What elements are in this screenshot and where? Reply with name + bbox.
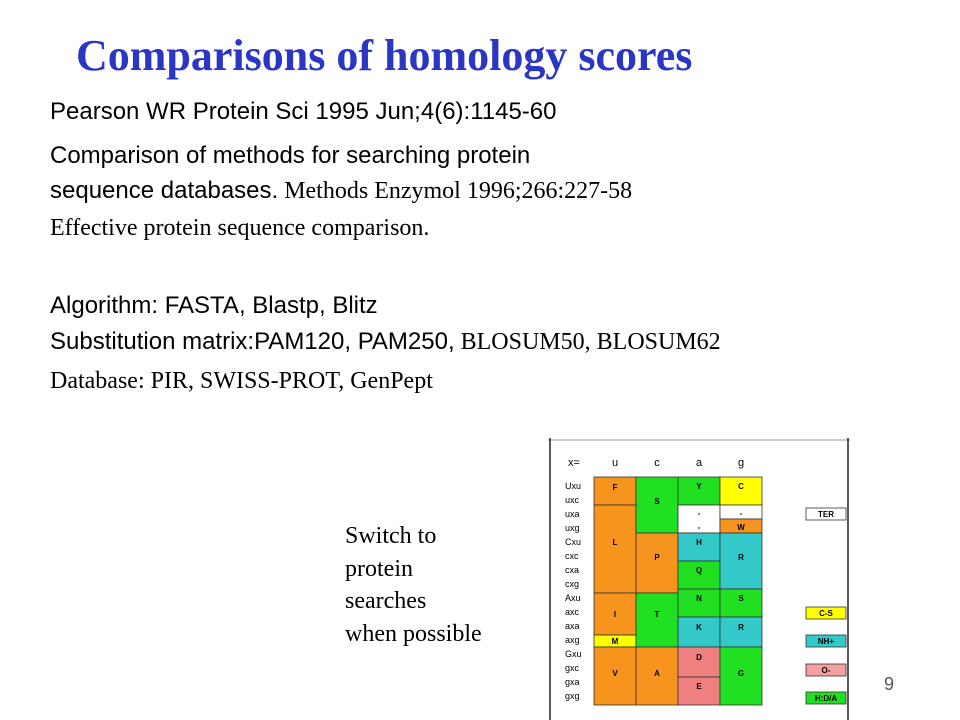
codon-label: Axu <box>565 593 581 603</box>
amino-acid-label: H <box>696 538 702 547</box>
amino-acid-label: T <box>654 610 660 619</box>
amino-acid-label: K <box>696 623 702 632</box>
amino-acid-label: F <box>612 483 618 492</box>
amino-acid-label: G <box>737 669 745 678</box>
codon-label: cxc <box>565 551 579 561</box>
cell-d <box>678 647 720 677</box>
legend-label: NH+ <box>817 637 835 646</box>
codon-label: Gxu <box>565 649 582 659</box>
codon-label: uxg <box>565 523 580 533</box>
slide-title: Comparisons of homology scores <box>76 31 693 80</box>
amino-acid-label: R <box>738 623 744 632</box>
amino-acid-label: W <box>737 523 745 532</box>
amino-acid-label: A <box>654 669 660 678</box>
codon-label: gxa <box>565 677 580 687</box>
reference-line-3-title: sequence databases. <box>50 177 279 204</box>
cell-p <box>636 533 678 593</box>
amino-acid-label: N <box>696 594 702 603</box>
codon-label: cxa <box>565 565 580 575</box>
codon-label: axg <box>565 635 580 645</box>
codon-label: axa <box>565 621 580 631</box>
page-number: 9 <box>884 674 895 694</box>
amino-acid-label: - <box>739 509 743 518</box>
amino-acid-label: E <box>696 682 702 691</box>
side-note-line: Switch to <box>345 523 437 549</box>
amino-acid-label: S <box>738 594 744 603</box>
side-note-line: protein <box>345 555 413 582</box>
codon-label: Cxu <box>565 537 582 547</box>
codon-label: gxc <box>565 663 580 673</box>
header-base: c <box>654 457 660 469</box>
amino-acid-label: L <box>612 538 618 547</box>
amino-acid-label: M <box>611 637 619 646</box>
algorithm-line: Algorithm: FASTA, Blastp, Blitz <box>50 292 378 319</box>
amino-acid-label: V <box>612 669 618 678</box>
header-label: x= <box>568 457 580 469</box>
reference-line-4: Effective protein sequence comparison. <box>50 215 430 241</box>
amino-acid-label: P <box>654 553 660 562</box>
reference-line-2: Comparison of methods for searching protein <box>50 142 531 169</box>
legend-label: TER <box>818 510 834 519</box>
amino-acid-label: C <box>738 482 744 491</box>
header-base: a <box>695 457 703 469</box>
codon-label: uxa <box>565 509 580 519</box>
cell-t <box>636 593 678 647</box>
codon-label: cxg <box>565 579 580 589</box>
database-line: Database: PIR, SWISS-PROT, GenPept <box>50 368 433 394</box>
amino-acid-label: S <box>654 497 660 506</box>
matrix-line-pam: Substitution matrix:PAM120, PAM250, <box>50 328 455 355</box>
reference-line-1: Pearson WR Protein Sci 1995 Jun;4(6):1145-60 <box>50 98 557 125</box>
cell-k <box>678 617 720 647</box>
reference-line-3-citation: Methods Enzymol 1996;266:227-58 <box>284 178 633 204</box>
side-note-line: when possible <box>345 620 482 647</box>
amino-acid-label: R <box>738 553 744 562</box>
matrix-line-blosum: BLOSUM50, BLOSUM62 <box>460 329 721 355</box>
cell-r2 <box>720 617 762 647</box>
amino-acid-label: - <box>697 509 701 518</box>
legend-label: O- <box>821 666 831 675</box>
reference-line-3 <box>50 177 632 205</box>
amino-acid-label: I <box>613 610 617 619</box>
genetic-code-table <box>548 438 850 720</box>
side-note-line: searches <box>345 588 427 614</box>
matrix-line <box>50 328 721 356</box>
legend-label: C-S <box>819 609 833 618</box>
codon-label: uxc <box>565 495 580 505</box>
legend-label: H:D/A <box>814 694 838 703</box>
codon-label: Uxu <box>565 481 582 491</box>
amino-acid-label: - <box>697 523 701 532</box>
codon-label: axc <box>565 607 580 617</box>
header-base: g <box>737 457 745 469</box>
amino-acid-label: Y <box>696 482 702 491</box>
header-base: u <box>611 457 619 469</box>
amino-acid-label: D <box>696 653 702 662</box>
side-note <box>345 520 482 650</box>
amino-acid-label: Q <box>695 566 703 575</box>
codon-label: gxg <box>565 691 580 701</box>
cell-l <box>594 505 636 593</box>
